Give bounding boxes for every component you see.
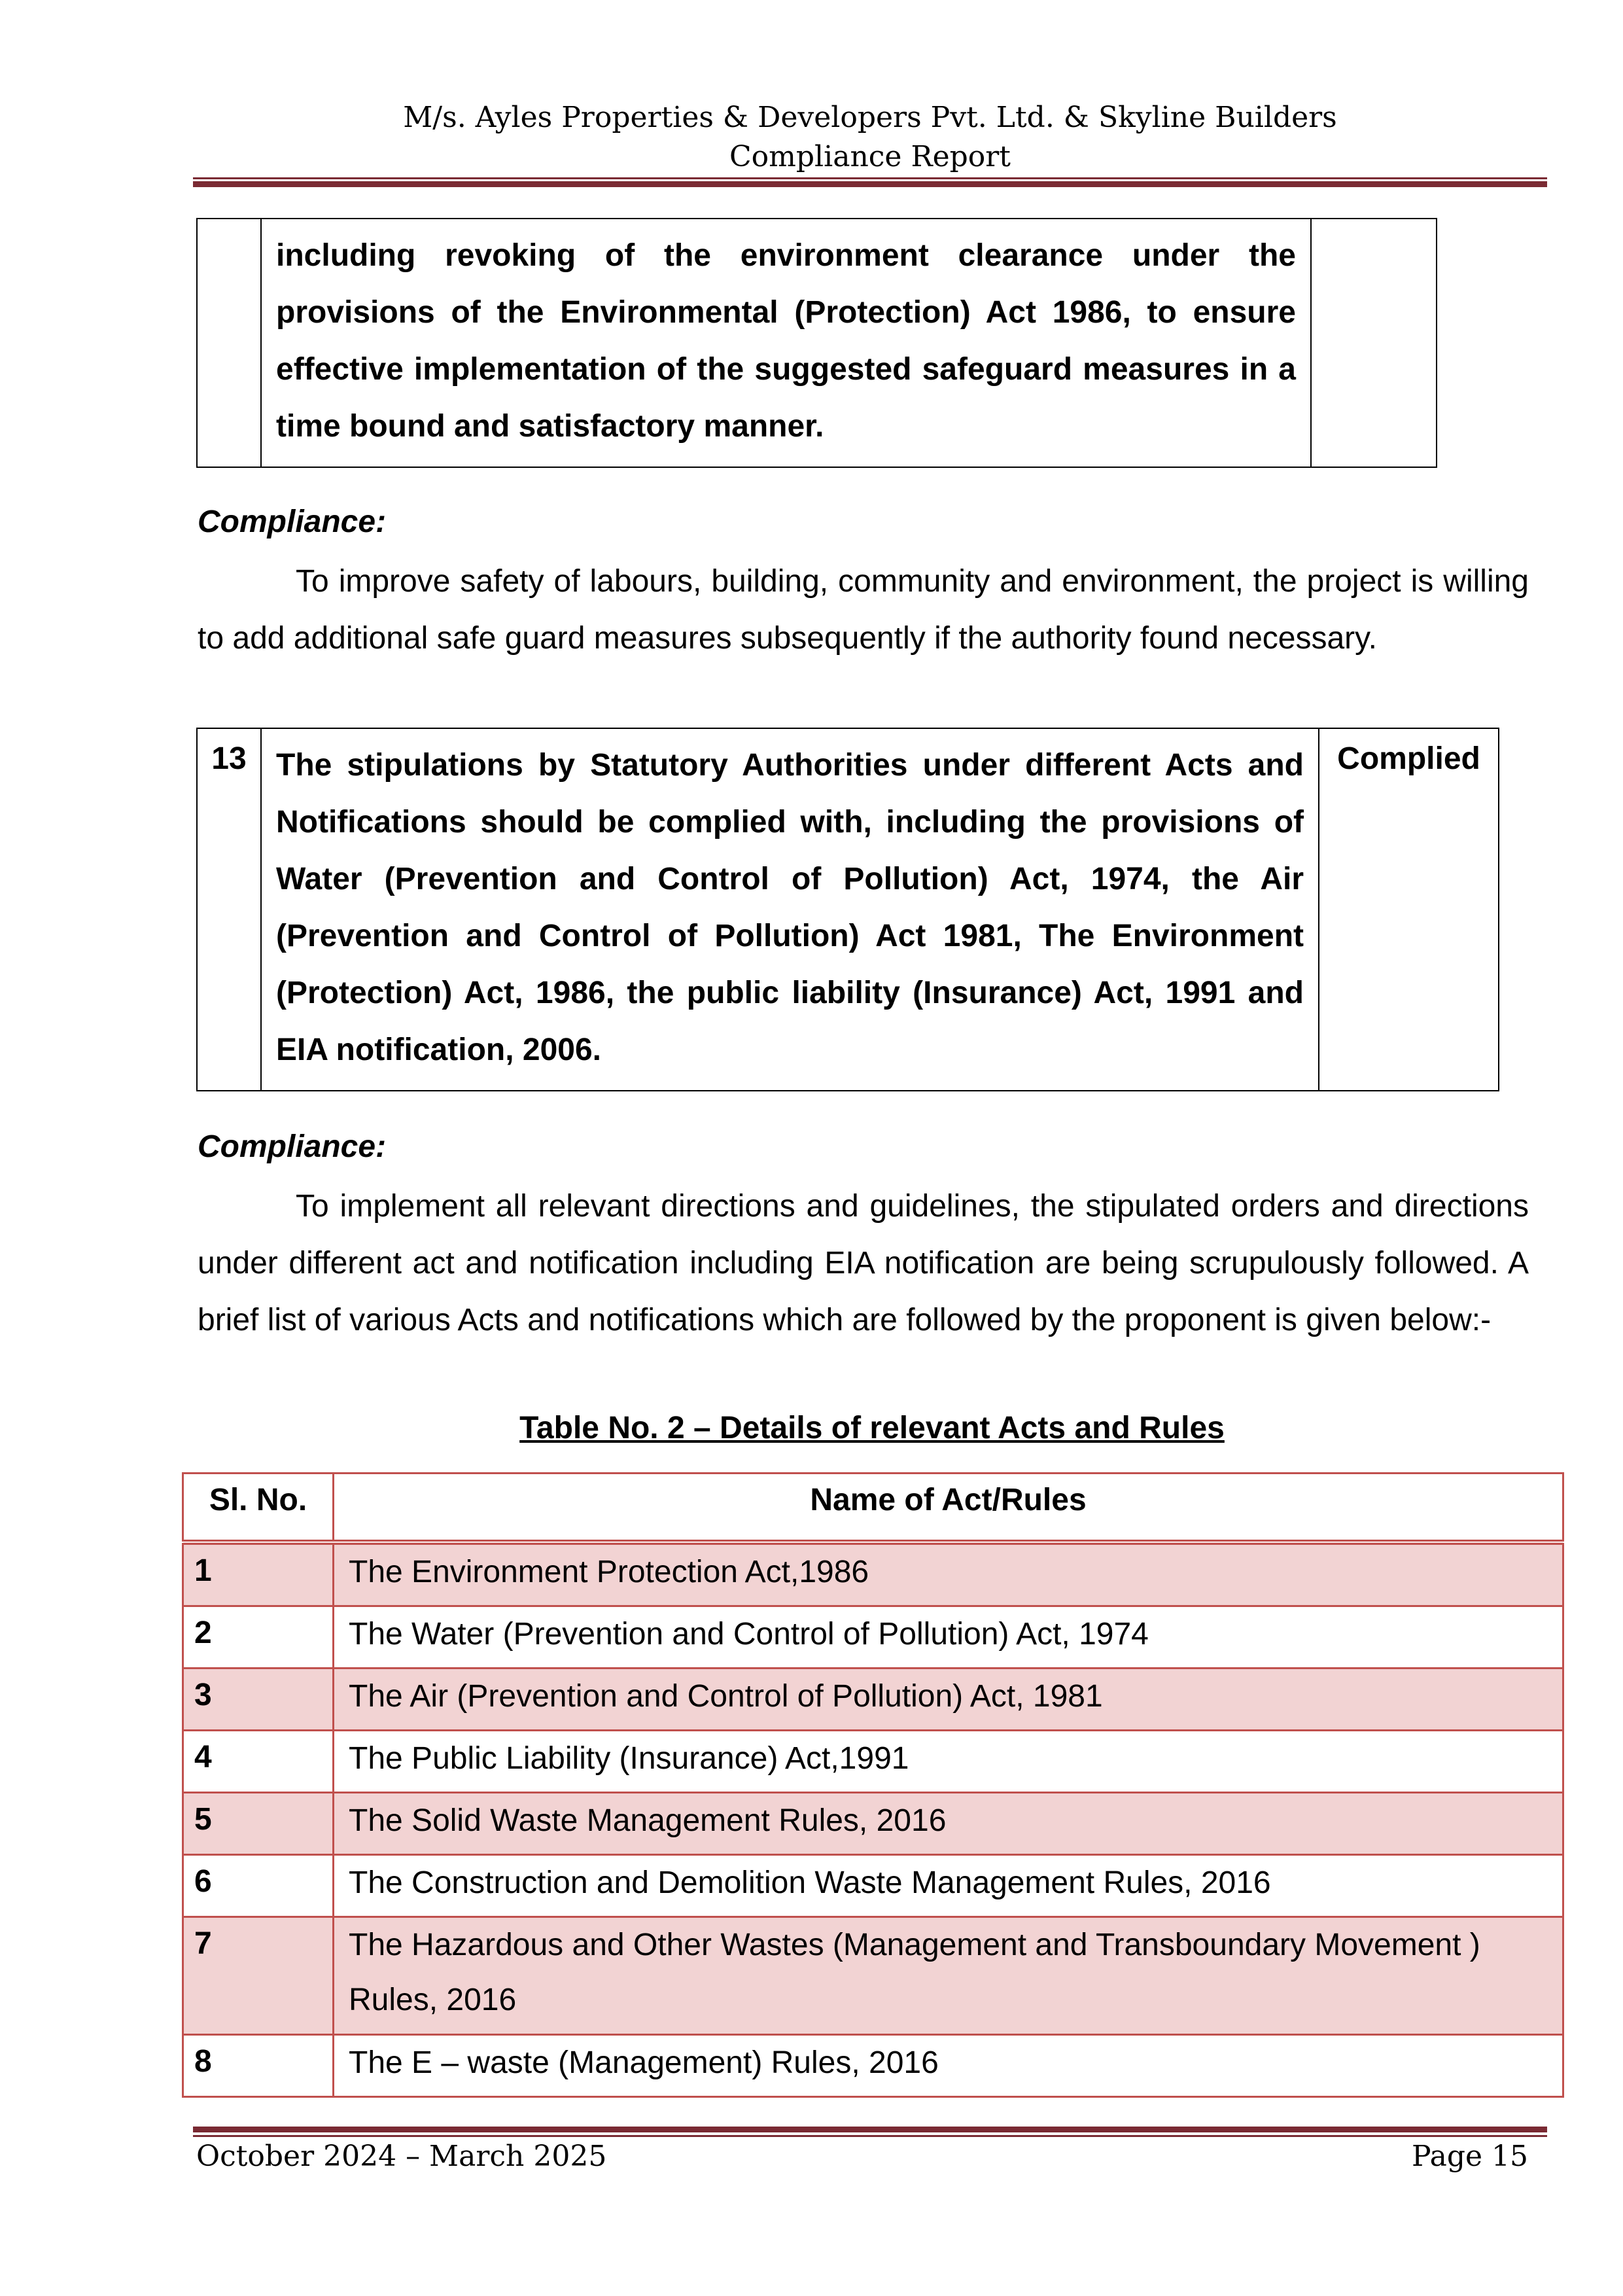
footer-rule-thick — [193, 2127, 1547, 2132]
table-row — [183, 1606, 1563, 1669]
row-sl-no: 6 — [183, 1855, 334, 1917]
compliance-paragraph: To improve safety of labours, building, community and environment, the project is willing to add additional safe guard measures subsequently if the authority found necessary. — [198, 564, 1529, 656]
table-row — [183, 2035, 1563, 2097]
row-sl-no: 2 — [183, 1606, 334, 1669]
table-row — [183, 1731, 1563, 1793]
table-row — [183, 1917, 1563, 2035]
compliance-heading: Compliance: — [198, 504, 387, 539]
row-act-name: The Hazardous and Other Wastes (Management and Transboundary Movement ) Rules, 2016 — [334, 1917, 1563, 2035]
row-sl-no: 4 — [183, 1731, 334, 1793]
compliance-heading: Compliance: — [198, 1129, 387, 1164]
condition-status: Complied — [1337, 741, 1480, 776]
condition-number-cell — [197, 728, 261, 1091]
condition-table-12 — [196, 218, 1437, 468]
header-rule-thick — [193, 181, 1547, 187]
table-row — [183, 1669, 1563, 1731]
row-sl-no: 8 — [183, 2035, 334, 2097]
footer-period: October 2024 – March 2025 — [196, 2140, 607, 2173]
row-sl-no: 5 — [183, 1793, 334, 1855]
condition-number: 13 — [211, 741, 247, 776]
row-act-name: The Public Liability (Insurance) Act,1991 — [334, 1731, 1563, 1793]
row-sl-no: 7 — [183, 1917, 334, 2035]
table-row — [183, 1793, 1563, 1855]
acts-table — [182, 1472, 1564, 2098]
row-act-name: The Air (Prevention and Control of Pollution) Act, 1981 — [334, 1669, 1563, 1731]
row-sl-no: 3 — [183, 1669, 334, 1731]
row-act-name: The Construction and Demolition Waste Management Rules, 2016 — [334, 1855, 1563, 1917]
row-act-name: The E – waste (Management) Rules, 2016 — [334, 2035, 1563, 2097]
condition-text-cell — [261, 728, 1319, 1091]
table-row — [183, 1542, 1563, 1606]
table-row — [183, 1855, 1563, 1917]
page-header — [193, 98, 1547, 177]
condition-number-cell — [197, 219, 261, 467]
condition-text-cell — [261, 219, 1311, 467]
condition-text: The stipulations by Statutory Authorities under different Acts and Notifications should be complied with, including the provisions of Water (Prevention and Control of Pollution) Act, 1974, the Air (Prevention and Control of Pollution) Act 1981, The Environment (Protection) Act, 1986, the public liability (Insurance) Act, 1991 and EIA notification, 2006. — [276, 748, 1304, 1067]
compliance-paragraph: To implement all relevant directions and guidelines, the stipulated orders and directions under different act and notification including EIA notification are being scrupulously followed. A brief list of various Acts and notifications which are followed by the proponent is given below:- — [198, 1189, 1529, 1337]
column-header-sl-no: Sl. No. — [183, 1474, 334, 1543]
table-header-row — [183, 1474, 1563, 1543]
condition-table-13 — [196, 728, 1499, 1091]
column-header-act-name: Name of Act/Rules — [334, 1474, 1563, 1543]
footer-rule-thin — [193, 2135, 1547, 2137]
condition-status-cell — [1311, 219, 1437, 467]
header-company: M/s. Ayles Properties & Developers Pvt. Ltd. & Skyline Builders — [403, 101, 1337, 134]
condition-status-cell — [1319, 728, 1499, 1091]
header-rule-thin — [193, 177, 1547, 179]
condition-text: including revoking of the environment clearance under the provisions of the Environmental (Protection) Act 1986, to ensure effective implementation of the suggested safeguard measures in a time bound and satisfactory manner. — [276, 238, 1296, 444]
row-act-name: The Water (Prevention and Control of Pollution) Act, 1974 — [334, 1606, 1563, 1669]
row-act-name: The Solid Waste Management Rules, 2016 — [334, 1793, 1563, 1855]
row-sl-no: 1 — [183, 1542, 334, 1606]
row-act-name: The Environment Protection Act,1986 — [334, 1542, 1563, 1606]
footer-page-number: Page 15 — [1411, 2140, 1528, 2173]
table-title: Table No. 2 – Details of relevant Acts and Rules — [519, 1411, 1225, 1445]
header-report-title: Compliance Report — [729, 140, 1011, 173]
